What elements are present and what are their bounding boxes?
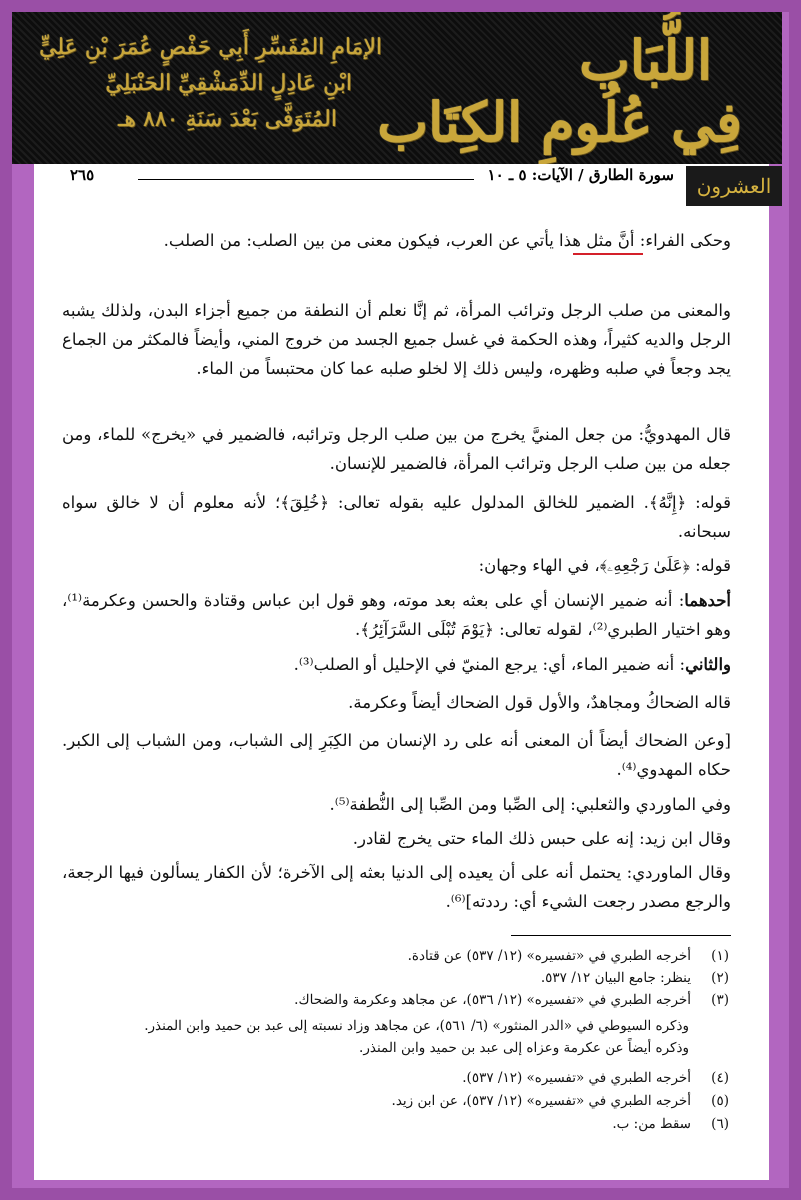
paragraph-8: قاله الضحاكُ ومجاهدٌ، والأول قول الضحاك أيضاً وعكرمة. (348, 693, 731, 712)
footnote-5 (110, 1090, 729, 1112)
footnote-number: (٢) (711, 970, 729, 986)
paragraph-11: وقال ابن زيد: إنه على حبس ذلك الماء حتى يخرج لقادر. (352, 829, 731, 848)
footnote-number: (٤) (711, 1070, 729, 1086)
footnote-number: (٥) (711, 1093, 729, 1109)
paragraph-6-text: : أنه ضمير الإنسان أي على بعثه بعد موته، وهو قول ابن عباس وقتادة والحسن وعكرمة⁽¹⁾، وهو اختيار الطبري⁽²⁾، لقوله تعالى: ﴿يَوْمَ تُبْلَى السَّرَآئِرُ﴾. (62, 591, 731, 639)
footnote-2 (110, 967, 729, 989)
footnote-3-continuation (110, 1015, 689, 1059)
footnote-6 (110, 1113, 729, 1135)
book-title-line2: فِي عُلُومِ الكِتَاب (377, 90, 742, 154)
book-title-line1: اللُّبَاب (579, 28, 712, 92)
footnote-3 (110, 989, 729, 1011)
footnote-text: وذكره السيوطي في «الدر المنثور» (٦/ ٥٦١)، عن مجاهد وزاد نسبته إلى عبد بن حميد وابن المنذر. وذكره أيضاً عن عكرمة وعزاه إلى عبد بن حميد وابن المنذر. (144, 1018, 689, 1056)
paragraph-1: وحكى الفراء: أنَّ مثل هذا يأتي عن العرب، فيكون معنى من بين الصلب: من الصلب. (163, 231, 731, 250)
paragraph-9: [وعن الضحاك أيضاً أن المعنى أنه على رد الإنسان من الكِبَرِ إلى الشباب، ومن الشباب إلى الكبر. حكاه المهدوي⁽⁴⁾. (62, 731, 731, 779)
paragraph-10: وفي الماوردي والثعلبي: إلى الصِّبا ومن الصِّبا إلى النُّطفة⁽⁵⁾. (329, 795, 731, 814)
footnote-text: سقط من: ب. (612, 1116, 691, 1132)
paragraph-7-lead: والثاني (685, 655, 731, 674)
paragraph-6-lead: أحدهما (684, 591, 731, 610)
author-line1: الإمَامِ المُفَسِّرِ أَبِي حَفْصٍ عُمَرَ بْنِ عَلِيٍّ (38, 35, 382, 60)
author-line2: ابْنِ عَادِلٍ الدِّمَشْقِيِّ الحَنْبَلِيِّ (105, 71, 352, 96)
running-head (70, 166, 674, 186)
footnote-1 (110, 945, 729, 967)
paragraph-12: وقال الماوردي: يحتمل أنه على أن يعيده إلى الدنيا بعثه إلى الآخرة؛ لأن الكفار يسألون فيها الرجعة، والرجع مصدر رجعت الشيء أي: رددته]⁽⁶⁾. (62, 863, 731, 911)
paragraph-7-text: : أنه ضمير الماء، أي: يرجع المنيّ في الإحليل أو الصلب⁽³⁾. (293, 655, 686, 674)
author-line3: المُتَوَفَّى بَعْدَ سَنَةِ ٨٨٠ هـ (117, 107, 337, 132)
footnote-text: أخرجه الطبري في «تفسيره» (١٢/ ٥٣٧). (462, 1070, 691, 1086)
paragraph-5: قوله: ﴿عَلَىٰ رَجْعِهِۦ﴾، في الهاء وجهان: (478, 556, 731, 575)
footnote-rule (511, 935, 731, 936)
paragraph-4: قوله: ﴿إِنَّهُ﴾. الضمير للخالق المدلول عليه بقوله تعالى: ﴿خُلِقَ﴾؛ لأنه معلوم أن لا خالق سواه سبحانه. (62, 493, 731, 541)
volume-label: العشرون (686, 166, 782, 206)
paragraph-7 (62, 650, 731, 679)
footnote-4 (110, 1067, 729, 1089)
running-head-title: سورة الطارق / الآيات: ٥ ـ ١٠ (487, 166, 674, 184)
footnote-number: (١) (711, 948, 729, 964)
book-cover-banner (12, 12, 782, 164)
paragraph-2: والمعنى من صلب الرجل وترائب المرأة، ثم إنَّا نعلم أن النطفة من جميع أجزاء البدن، ولذلك يشبه الرجل والديه كثيراً، وهذه الحكمة في غسل جميع الجسد من خروج المني، وأيضاً فالمكثر من الجماع يجد وجعاً في صلبه وظهره، وليس ذلك إلا لخلو صلبه عما كان محتبساً من الماء. (62, 301, 731, 378)
red-underline-mark (573, 253, 643, 255)
footnote-text: ينظر: جامع البيان ١٢/ ٥٣٧. (540, 970, 691, 986)
footnote-number: (٦) (711, 1116, 729, 1132)
paragraph-3: قال المهدويُّ: من جعل المنيَّ يخرج من بين صلب الرجل وترائبه، فالضمير في «يخرج» للماء، ومن جعله من بين صلب الرجل وترائب المرأة، فالضمير للإنسان. (62, 425, 731, 473)
footnote-text: أخرجه الطبري في «تفسيره» (١٢/ ٥٣٧)، عن ابن زيد. (391, 1093, 691, 1109)
footnote-text: أخرجه الطبري في «تفسيره» (١٢/ ٥٣٦)، عن مجاهد وعكرمة والضحاك. (294, 992, 691, 1008)
page-number: ٢٦٥ (70, 166, 95, 184)
paragraph-6 (62, 586, 731, 644)
footnote-text: أخرجه الطبري في «تفسيره» (١٢/ ٥٣٧) عن قتادة. (407, 948, 691, 964)
footnote-number: (٣) (711, 992, 729, 1008)
running-head-rule (138, 179, 474, 180)
